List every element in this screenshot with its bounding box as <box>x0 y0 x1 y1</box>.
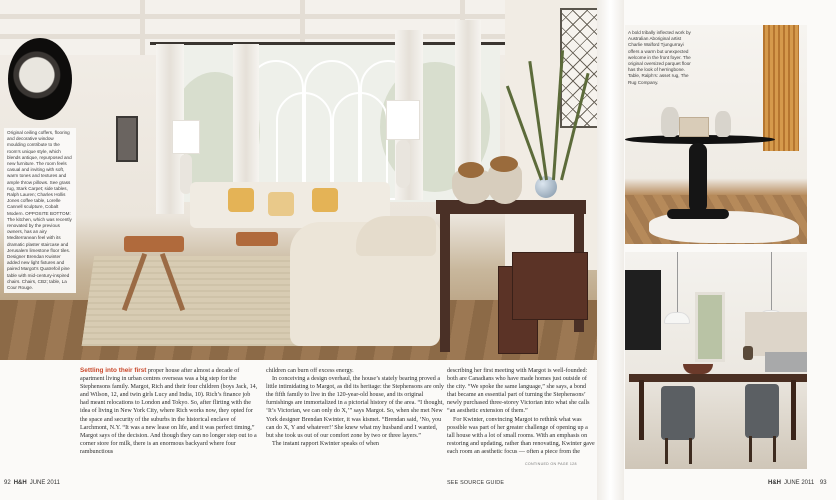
arched-window <box>160 42 500 202</box>
decorative-box <box>679 117 709 137</box>
convex-mirror <box>8 38 72 120</box>
page-number: 93 <box>819 480 827 486</box>
table-lamp-left <box>172 120 200 154</box>
continued-note: CONTINUED ON PAGE 128 <box>525 462 577 466</box>
issue-date: JUNE 2011 <box>29 480 60 486</box>
curtain-mid <box>233 44 259 194</box>
pendant-light <box>664 312 690 324</box>
kitchen-photo <box>625 252 807 469</box>
article-column-2 <box>266 367 446 448</box>
article-lead-in: Settling into their first <box>80 367 147 374</box>
kitchen-doorway <box>695 292 725 362</box>
article-paragraph: In conceiving a design overhaul, the house’s stately bearing proved a little intimidating to Margot, as did its heritage: the Stephensons are only the fifth family to live in the 120-year-old house, and its original furnishings are immortalized in a pictorial history of the area. “I thought, ‘It’s Victorian, we can only do X,’” says Margot. So, when she met New York designer Brendan Kwinter, it was kismet. “Brendan said, ‘No, you can do X, Y and whatever!’ She knew what my husband and I wanted, but she took us out of our comfort zone by two or three layers.” <box>266 376 444 439</box>
article-paragraph: proper house after almost a decade of apartment living in urban centres overseas was a big step for the Stephensons family. Margot, Rich and their four children (boys Jack, 14, and Wilson, 12, and twin girls Lucy and India, 10). Rich’s finance job had meant relocations to London and Tokyo. So, after flirting with the idea of living in New York City, where Rich works now, they opted for the space and security of the suburbs in the historical enclave of Larchmont, N.Y. “It was a new lease on life, and it was perfect timing,” Margot says of the decision. And though they can no longer step out to a corner store for milk, there is an enormous backyard where four rambunctious <box>80 368 258 455</box>
article-paragraph: For Kwinter, convincing Margot to rethink what was possible was part of her greater challenge of opening up a tall house with a lot of small rooms. With an emphasis on restoring and updating, rather than renovating, Kwinter gave each room an aesthetic focus — often a piece from the <box>447 416 595 455</box>
spiral-staircase <box>625 270 661 350</box>
article-column-1 <box>80 367 260 456</box>
curved-armchair <box>290 222 440 346</box>
dining-table <box>629 374 807 382</box>
wall-art <box>116 116 138 162</box>
article-paragraph: The instant rapport Kwinter speaks of when <box>272 440 379 447</box>
aboriginal-artwork <box>763 25 799 151</box>
main-photo-caption: Original ceiling coffers, flooring and decorative window moulding contribute to the room’s unique style, which blends antique, repurposed and new furniture. The room feels casual and inviting with soft, warm tones and textures and ample throw pillows. See grass rug, Stark Carpet; side tables, Ralph Lauren; Charles Hollis Jones coffee table, Lorelle Cannell sculpture, Cobalt Modern. OPPOSITE BOTTOM: The kitchen, which was recently renovated by the previous owners, has an airy Mediterranean feel with its dramatic plaster staircase and Jerusalem limestone floor tiles. Designer Brendan Kwinter added new light fixtures and paired Margot’s Quatrefoil pine table with mid-century-inspired chairs. Chairs, CB2; table, La Cour Rouge. <box>4 128 76 293</box>
article-column-3 <box>447 367 595 456</box>
left-folio <box>4 480 60 486</box>
page-gutter <box>597 0 624 500</box>
dining-chair <box>661 386 695 440</box>
fruit-bowl <box>683 364 713 374</box>
stove <box>765 352 807 372</box>
page-number: 92 <box>4 480 11 486</box>
issue-date: JUNE 2011 <box>784 480 815 486</box>
range-hood <box>745 312 807 356</box>
entry-photo-caption: A bold tribally inflected work by Australian Aboriginal artist Charlie Walford Tjungurrayi offers a warm but unexpected welcome in the front foyer. The original oversized parquet floor has the look of herringbone. Table, Ralph’s: asset rug, The Rug Company. <box>628 30 691 85</box>
article-paragraph: children can burn off excess energy. <box>266 368 354 374</box>
article-paragraph: describing her first meeting with Margot is well-founded: both are Canadians who have made homes just outside of the city. “We spoke the same language,” she says, a bond that became an essential part of turning the Stephensons’ newly purchased three-storey Victorian into what she calls “an aesthetic extension of them.” <box>447 368 590 415</box>
table-lamp-right <box>386 100 420 140</box>
leather-stool <box>124 236 184 252</box>
right-folio <box>768 480 827 486</box>
magazine-name: H&H <box>768 480 781 486</box>
magazine-name: H&H <box>13 480 27 486</box>
source-guide-link[interactable]: SEE SOURCE GUIDE <box>447 480 505 486</box>
